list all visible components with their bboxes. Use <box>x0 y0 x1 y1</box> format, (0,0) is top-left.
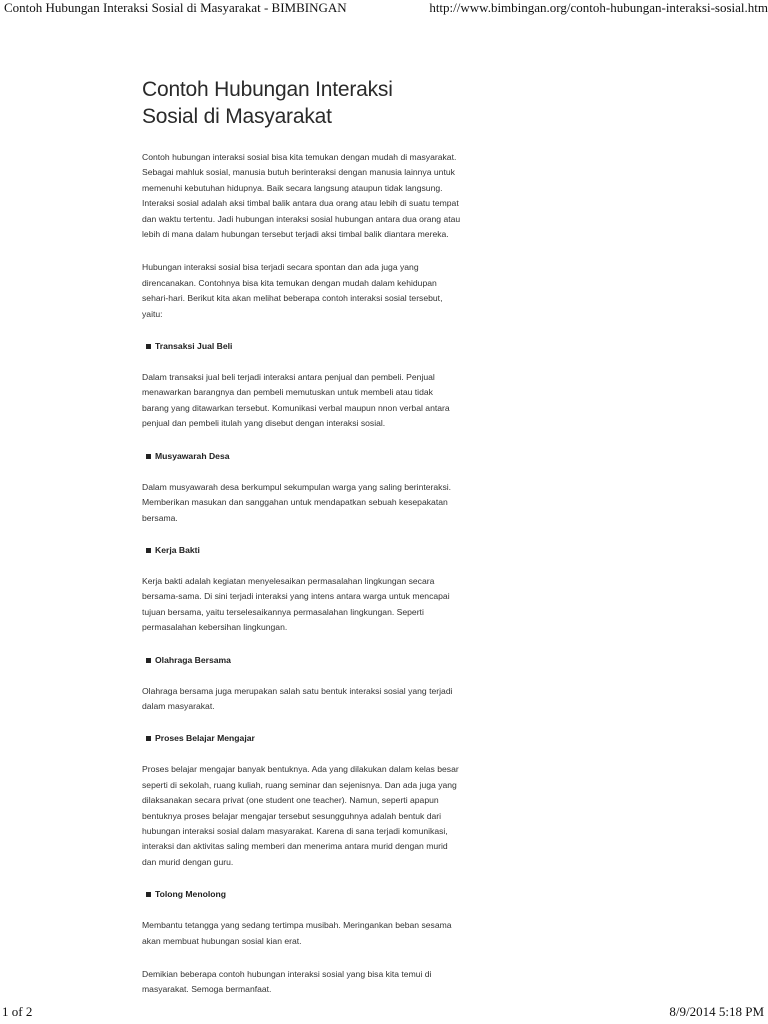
article-title <box>142 76 462 130</box>
section-heading <box>142 544 462 557</box>
print-header <box>0 0 768 20</box>
section-heading-text: Transaksi Jual Beli <box>155 341 233 352</box>
section-heading <box>142 888 462 901</box>
closing-paragraph: Demikian beberapa contoh hubungan interaksi sosial yang bisa kita temui di masyarakat. Semoga bermanfaat. <box>142 969 432 995</box>
intro-paragraph-2: Hubungan interaksi sosial bisa terjadi secara spontan dan ada juga yang direncanakan. Contohnya bisa kita temukan dengan mudah dalam kehidupan sehari-hari. Berikut kita akan melihat beberapa contoh interaksi sosial tersebut, yaitu: <box>142 262 443 319</box>
section-body: Dalam transaksi jual beli terjadi interaksi antara penjual dan pembeli. Penjual menawarkan barangnya dan pembeli memutuskan untuk membeli atau tidak barang yang ditawarkan tersebut. Komunikasi verbal maupun nnon verbal antara penjual dan pembeli itulah yang disebut dengan interaksi sosial. <box>142 372 450 429</box>
page-number: 1 of 2 <box>2 1004 33 1019</box>
bullet-icon <box>146 454 151 459</box>
bullet-icon <box>146 658 151 663</box>
section-heading-text: Kerja Bakti <box>155 544 200 555</box>
bullet-icon <box>146 344 151 349</box>
section-heading <box>142 340 462 353</box>
bullet-icon <box>146 892 151 897</box>
section-body: Kerja bakti adalah kegiatan menyelesaikan permasalahan lingkungan secara bersama-sama. Di sini terjadi interaksi yang intens antara warga untuk mencapai tujuan bersama, yaitu terselesaikannya permasalahan lingkungan. Seperti permasalahan kebersihan lingkungan. <box>142 575 450 633</box>
section-body: Proses belajar mengajar banyak bentuknya. Ada yang dilakukan dalam kelas besar seperti di sekolah, ruang kuliah, ruang seminar dan sejenisnya. Dan ada juga yang dilaksanakan secara privat (one student one teacher). Namun, seperti apapun bentuknya proses belajar mengajar tersebut sesungguhnya adalah bentuk dari hubungan interaksi sosial dalam masyarakat. Karena di sana terjadi komunikasi, interaksi dan aktivitas saling memberi dan menerima antara murid dengan murid dan murid dengan guru. <box>142 764 459 867</box>
section-body: Olahraga bersama juga merupakan salah satu bentuk interaksi sosial yang terjadi dalam masyarakat. <box>142 685 453 711</box>
bullet-icon <box>146 736 151 741</box>
page-title-header: Contoh Hubungan Interaksi Sosial di Masyarakat - BIMBINGAN <box>4 0 347 15</box>
section-body: Dalam musyawarah desa berkumpul sekumpulan warga yang saling berinteraksi. Memberikan masukan dan sanggahan untuk mendapatkan sebuah kesepakatan bersama. <box>142 481 452 523</box>
article-title-line2: Sosial di Masyarakat <box>142 105 332 128</box>
page-url: http://www.bimbingan.org/contoh-hubungan-interaksi-sosial.htm <box>429 0 768 15</box>
print-timestamp: 8/9/2014 5:18 PM <box>669 1004 764 1019</box>
section-heading <box>142 654 462 667</box>
section-heading-text: Proses Belajar Mengajar <box>155 733 255 744</box>
section-heading <box>142 450 462 463</box>
section-heading-text: Olahraga Bersama <box>155 654 231 665</box>
article <box>142 76 462 1016</box>
section-heading-text: Tolong Menolong <box>155 889 226 900</box>
article-title-line1: Contoh Hubungan Interaksi <box>142 78 393 101</box>
bullet-icon <box>146 548 151 553</box>
section-heading <box>142 732 462 745</box>
intro-paragraph: Contoh hubungan interaksi sosial bisa kita temukan dengan mudah di masyarakat. Sebagai mahluk sosial, manusia butuh berinteraksi dengan manusia lainnya untuk memenuhi kebutuhan hidupnya. Baik secara langsung ataupun tidak langsung. Interaksi sosial adalah aksi timbal balik antara dua orang atau lebih di suatu tempat dan waktu tertentu. Jadi hubungan interaksi sosial hubungan antara dua orang atau lebih di mana dalam hubungan tersebut terjadi aksi timbal balik diantara mereka. <box>142 152 461 240</box>
section-body: Membantu tetangga yang sedang tertimpa musibah. Meringankan beban sesama akan membuat hubungan sosial kian erat. <box>142 920 452 946</box>
print-footer <box>0 1002 768 1024</box>
section-heading-text: Musyawarah Desa <box>155 450 230 461</box>
